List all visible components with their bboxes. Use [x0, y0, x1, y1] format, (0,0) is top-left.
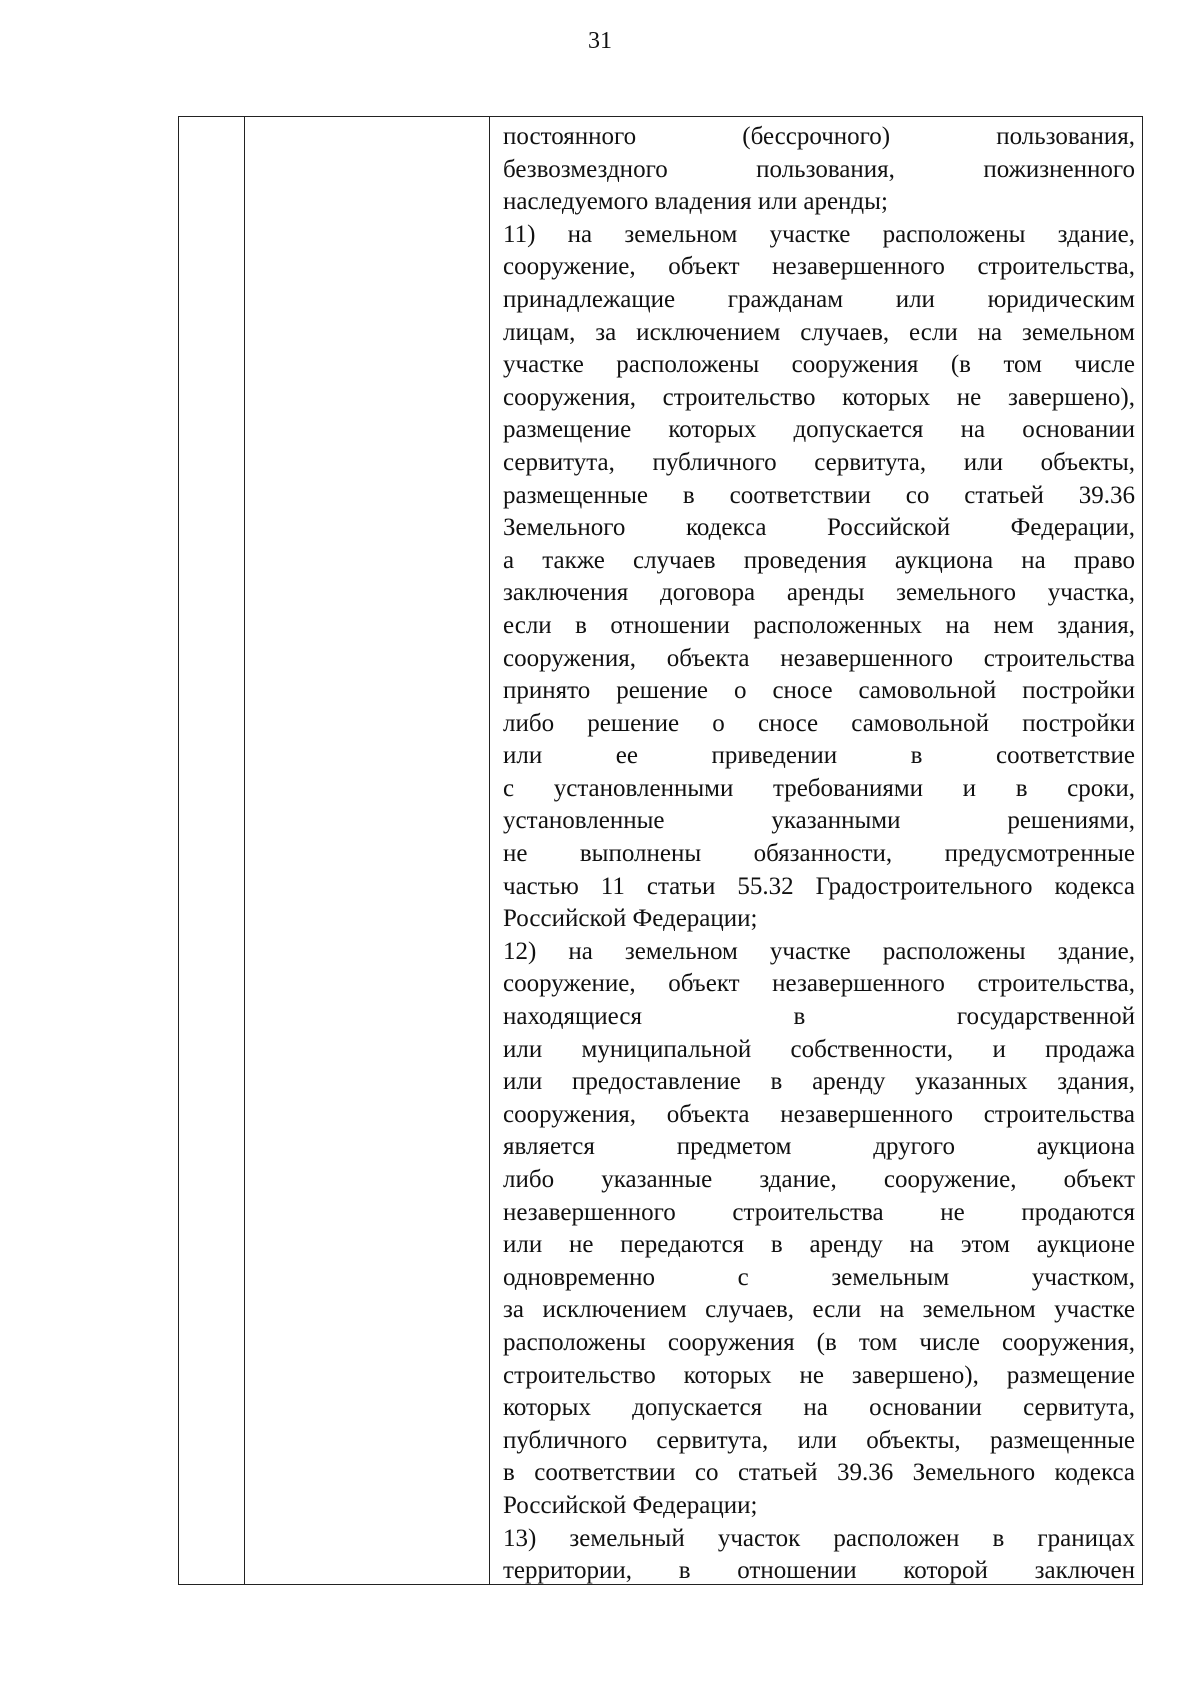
text-line: размещение которых допускается на основании [503, 416, 1135, 444]
text-line: безвозмездного пользования, пожизненного [503, 155, 1135, 183]
text-line: не выполнены обязанности, предусмотренные [503, 840, 1135, 868]
text-line: одновременно с земельным участком, [503, 1263, 1135, 1291]
text-line: находящиеся в государственной [503, 1003, 1135, 1031]
text-line: которых допускается на основании сервитута, [503, 1394, 1135, 1422]
text-line: 13) земельный участок расположен в границах [503, 1524, 1135, 1552]
text-line: заключения договора аренды земельного участка, [503, 579, 1135, 607]
text-line: Российской Федерации; [503, 905, 758, 933]
text-line: или не передаются в аренду на этом аукционе [503, 1231, 1135, 1259]
text-line: сооружение, объект незавершенного строительства, [503, 970, 1135, 998]
text-line: принадлежащие гражданам или юридическим [503, 285, 1135, 313]
text-line: с установленными требованиями и в сроки, [503, 774, 1135, 802]
text-line: или муниципальной собственности, и продажа [503, 1035, 1135, 1063]
text-line: строительство которых не завершено), размещение [503, 1361, 1135, 1389]
text-line: принято решение о сносе самовольной постройки [503, 677, 1135, 705]
text-line: или ее приведении в соответствие [503, 742, 1135, 770]
text-line: если в отношении расположенных на нем здания, [503, 611, 1135, 639]
text-line: расположены сооружения (в том числе сооружения, [503, 1328, 1135, 1356]
text-line: за исключением случаев, если на земельном участке [503, 1296, 1135, 1324]
text-line: публичного сервитута, или объекты, размещенные [503, 1426, 1135, 1454]
text-line: сооружение, объект незавершенного строительства, [503, 253, 1135, 281]
text-line: Земельного кодекса Российской Федерации, [503, 514, 1135, 542]
document-table [178, 116, 1143, 1585]
text-line: территории, в отношении которой заключен [503, 1557, 1135, 1585]
text-line: либо решение о сносе самовольной постройки [503, 709, 1135, 737]
text-line: или предоставление в аренду указанных здания, [503, 1068, 1135, 1096]
text-line: наследуемого владения или аренды; [503, 188, 888, 216]
text-line: участке расположены сооружения (в том числе [503, 351, 1135, 379]
text-line: установленные указанными решениями, [503, 807, 1135, 835]
text-line: является предметом другого аукциона [503, 1133, 1135, 1161]
text-line: постоянного (бессрочного) пользования, [503, 123, 1135, 150]
text-line: частью 11 статьи 55.32 Градостроительного кодекса [503, 872, 1135, 900]
text-line: Российской Федерации; [503, 1491, 758, 1519]
text-line: лицам, за исключением случаев, если на земельном [503, 318, 1135, 346]
text-line: сооружения, строительство которых не завершено), [503, 383, 1135, 411]
table-column-divider [244, 117, 245, 1584]
page-number: 31 [588, 28, 612, 54]
text-line: сооружения, объекта незавершенного строительства [503, 644, 1135, 672]
text-line: размещенные в соответствии со статьей 39.36 [503, 481, 1135, 509]
text-line: 11) на земельном участке расположены здание, [503, 220, 1135, 248]
text-line: сооружения, объекта незавершенного строительства [503, 1100, 1135, 1128]
text-line: а также случаев проведения аукциона на право [503, 546, 1135, 574]
text-line: незавершенного строительства не продаются [503, 1198, 1135, 1226]
text-line: в соответствии со статьей 39.36 Земельного кодекса [503, 1459, 1135, 1487]
text-line: 12) на земельном участке расположены здание, [503, 937, 1135, 965]
table-cell-text [503, 121, 1135, 1588]
text-line: либо указанные здание, сооружение, объект [503, 1166, 1135, 1193]
text-line: сервитута, публичного сервитута, или объекты, [503, 448, 1135, 476]
table-column-divider [489, 117, 490, 1584]
